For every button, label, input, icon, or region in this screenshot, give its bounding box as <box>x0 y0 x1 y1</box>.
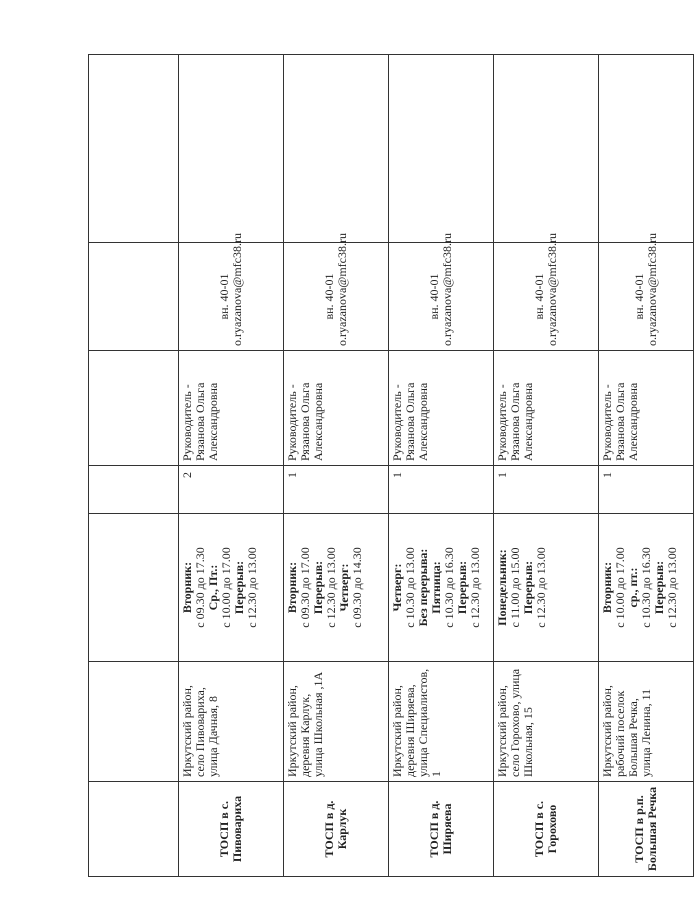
schedule-value: с 12.30 до 13.00 <box>324 547 338 628</box>
table-cell <box>89 243 179 351</box>
contact-email: o.ryazanova@mfc38.ru <box>230 232 244 346</box>
table-cell <box>389 55 494 243</box>
schedule-label: Перерыв: <box>455 560 469 615</box>
schedule-label: Вторник: <box>600 561 614 614</box>
schedule-value: с 11.00 до 15.00 <box>508 547 522 628</box>
schedule-value: с 10.30 до 13.00 <box>403 547 417 628</box>
office-head: Руководитель - Рязанова Ольга Александровна <box>284 351 389 466</box>
table-cell <box>89 466 179 514</box>
table-cell <box>89 55 179 243</box>
contact-email: o.ryazanova@mfc38.ru <box>645 232 659 346</box>
schedule-label: Перерыв: <box>232 560 246 615</box>
table-cell <box>494 55 599 243</box>
rotated-table-container <box>88 55 679 877</box>
schedule-label: ср., пт.: <box>626 567 640 608</box>
schedule-label: Перерыв: <box>652 560 666 615</box>
office-head: Руководитель - Рязанова Ольга Александровна <box>389 351 494 466</box>
schedule-value: с 12.30 до 13.00 <box>245 547 259 628</box>
schedule-label: Четверг: <box>337 563 351 612</box>
schedule-label: Ср., Пт.: <box>206 564 220 611</box>
office-schedule <box>599 514 694 662</box>
table-row <box>599 55 694 877</box>
schedule-label: Вторник: <box>180 561 194 614</box>
office-contact <box>284 232 389 351</box>
office-name: ТОСП в р.п. Большая Речка <box>599 782 694 877</box>
schedule-label: Вторник: <box>285 561 299 614</box>
schedule-label: Понедельник: <box>495 549 509 626</box>
table-row <box>179 55 284 877</box>
table-cell <box>284 55 389 243</box>
office-head: Руководитель - Рязанова Ольга Александровна <box>179 351 284 466</box>
offices-table <box>88 54 694 877</box>
office-schedule <box>284 514 389 662</box>
office-count: 2 <box>179 466 284 514</box>
office-contact <box>179 232 284 351</box>
office-head: Руководитель - Рязанова Ольга Александровна <box>494 351 599 466</box>
office-address: Иркутский район, рабочий поселок Большая Речка, улица Ленина, 11 <box>599 662 694 782</box>
office-contact <box>389 232 494 351</box>
table-cell <box>599 55 694 243</box>
office-name: ТОСП в с. Пивовариха <box>179 782 284 877</box>
office-address: Иркутский район, село Горохово, улица Школьная, 15 <box>494 662 599 782</box>
office-schedule <box>389 514 494 662</box>
schedule-value: с 10.30 до 16.30 <box>639 547 653 628</box>
office-count: 1 <box>599 466 694 514</box>
contact-email: o.ryazanova@mfc38.ru <box>545 232 559 346</box>
office-count: 1 <box>389 466 494 514</box>
office-contact <box>494 232 599 351</box>
schedule-label: Перерыв: <box>521 560 535 615</box>
contact-phone: вн. 40-01 <box>322 273 336 320</box>
office-name: ТОСП в д. Карлук <box>284 782 389 877</box>
table-row <box>389 55 494 877</box>
table-cell <box>89 351 179 466</box>
schedule-label: Пятница: <box>429 561 443 614</box>
office-name: ТОСП в с. Горохово <box>494 782 599 877</box>
contact-email: o.ryazanova@mfc38.ru <box>335 232 349 346</box>
office-name: ТОСП в д. Ширяева <box>389 782 494 877</box>
table-cell <box>89 662 179 782</box>
office-head: Руководитель - Рязанова Ольга Александровна <box>599 351 694 466</box>
schedule-value: с 09.30 до 17.30 <box>193 547 207 628</box>
contact-email: o.ryazanova@mfc38.ru <box>440 232 454 346</box>
table-row-empty <box>89 55 179 877</box>
schedule-value: с 12.30 до 13.00 <box>665 547 679 628</box>
table-cell <box>89 514 179 662</box>
contact-phone: вн. 40-01 <box>217 273 231 320</box>
table-row <box>284 55 389 877</box>
contact-phone: вн. 40-01 <box>427 273 441 320</box>
schedule-label: Перерыв: <box>311 560 325 615</box>
table-row <box>494 55 599 877</box>
schedule-value: с 12.30 до 13.00 <box>468 547 482 628</box>
schedule-label: Четверг: <box>390 563 404 612</box>
schedule-value: с 09.30 до 17.00 <box>298 547 312 628</box>
schedule-label: Без перерыва: <box>416 548 430 627</box>
schedule-value: с 10.00 до 17.00 <box>219 547 233 628</box>
office-count: 1 <box>494 466 599 514</box>
office-count: 1 <box>284 466 389 514</box>
contact-phone: вн. 40-01 <box>532 273 546 320</box>
office-address: Иркутский район, деревня Карлук, улица Школьная ,1А <box>284 662 389 782</box>
table-cell <box>89 782 179 877</box>
contact-phone: вн. 40-01 <box>632 273 646 320</box>
schedule-value: с 10.00 до 17.00 <box>613 547 627 628</box>
office-address: Иркутский район, деревня Ширяева, улица Специалистов, 1 <box>389 662 494 782</box>
schedule-value: с 10.30 до 16.30 <box>442 547 456 628</box>
office-schedule <box>179 514 284 662</box>
office-address: Иркутский район, село Пивовариха, улица Дачная, 8 <box>179 662 284 782</box>
table-cell <box>179 55 284 243</box>
office-schedule <box>494 514 599 662</box>
office-contact <box>599 232 694 351</box>
schedule-value: с 09.30 до 14.30 <box>350 547 364 628</box>
schedule-value: с 12.30 до 13.00 <box>534 547 548 628</box>
